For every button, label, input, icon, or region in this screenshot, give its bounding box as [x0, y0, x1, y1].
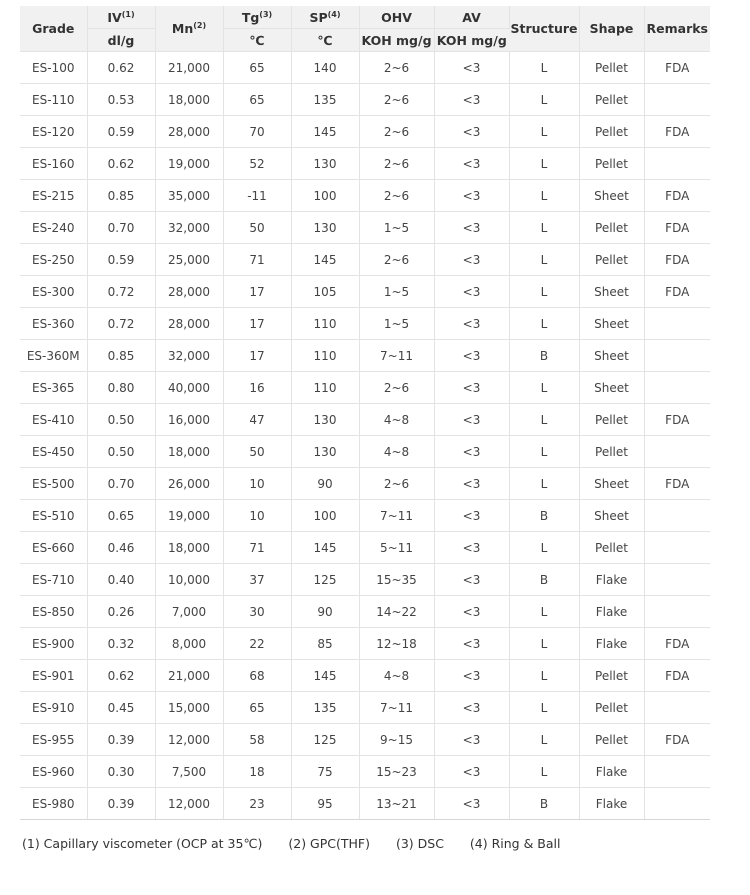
header-mn [155, 6, 223, 52]
cell-grade: ES-450 [20, 436, 87, 468]
table-row [20, 116, 710, 148]
cell-av: <3 [434, 532, 509, 564]
cell-structure: L [509, 756, 579, 788]
cell-mn: 28,000 [155, 308, 223, 340]
cell-ohv: 4~8 [359, 660, 434, 692]
cell-av: <3 [434, 308, 509, 340]
cell-shape: Pellet [579, 532, 644, 564]
cell-iv: 0.62 [87, 660, 155, 692]
cell-sp: 145 [291, 244, 359, 276]
table-row [20, 308, 710, 340]
cell-shape: Pellet [579, 692, 644, 724]
table-row [20, 52, 710, 84]
cell-iv: 0.72 [87, 276, 155, 308]
cell-grade: ES-360M [20, 340, 87, 372]
cell-av: <3 [434, 660, 509, 692]
cell-ohv: 2~6 [359, 148, 434, 180]
header-ohv-unit: KOH mg/g [359, 29, 434, 52]
cell-av: <3 [434, 180, 509, 212]
cell-shape: Pellet [579, 84, 644, 116]
cell-iv: 0.39 [87, 788, 155, 820]
cell-mn: 7,000 [155, 596, 223, 628]
table-row [20, 756, 710, 788]
cell-av: <3 [434, 84, 509, 116]
cell-av: <3 [434, 276, 509, 308]
cell-remarks [644, 436, 710, 468]
cell-sp: 145 [291, 116, 359, 148]
cell-remarks [644, 340, 710, 372]
header-tg-unit: ℃ [223, 29, 291, 52]
cell-tg: 50 [223, 212, 291, 244]
cell-ohv: 1~5 [359, 212, 434, 244]
cell-ohv: 4~8 [359, 404, 434, 436]
header-row-1 [20, 6, 710, 29]
cell-ohv: 9~15 [359, 724, 434, 756]
cell-mn: 12,000 [155, 724, 223, 756]
table-row [20, 500, 710, 532]
cell-shape: Pellet [579, 724, 644, 756]
header-mn-label: Mn [171, 21, 194, 36]
cell-sp: 95 [291, 788, 359, 820]
cell-mn: 15,000 [155, 692, 223, 724]
cell-iv: 0.53 [87, 84, 155, 116]
table-row [20, 244, 710, 276]
cell-iv: 0.65 [87, 500, 155, 532]
cell-iv: 0.50 [87, 436, 155, 468]
table-body [20, 52, 710, 820]
cell-grade: ES-660 [20, 532, 87, 564]
cell-sp: 110 [291, 340, 359, 372]
cell-structure: L [509, 308, 579, 340]
cell-shape: Sheet [579, 308, 644, 340]
cell-shape: Sheet [579, 340, 644, 372]
cell-remarks [644, 692, 710, 724]
cell-mn: 21,000 [155, 52, 223, 84]
cell-shape: Pellet [579, 148, 644, 180]
cell-ohv: 2~6 [359, 84, 434, 116]
cell-tg: 52 [223, 148, 291, 180]
cell-structure: L [509, 660, 579, 692]
cell-remarks: FDA [644, 628, 710, 660]
cell-remarks [644, 788, 710, 820]
cell-shape: Sheet [579, 468, 644, 500]
cell-ohv: 2~6 [359, 244, 434, 276]
table-row [20, 436, 710, 468]
header-structure: Structure [509, 6, 579, 52]
cell-mn: 18,000 [155, 84, 223, 116]
cell-grade: ES-250 [20, 244, 87, 276]
cell-sp: 130 [291, 436, 359, 468]
cell-iv: 0.70 [87, 468, 155, 500]
cell-shape: Flake [579, 756, 644, 788]
cell-structure: L [509, 244, 579, 276]
table-row [20, 692, 710, 724]
cell-av: <3 [434, 468, 509, 500]
cell-structure: L [509, 532, 579, 564]
cell-iv: 0.40 [87, 564, 155, 596]
grade-spec-table [20, 6, 710, 820]
cell-mn: 16,000 [155, 404, 223, 436]
cell-shape: Pellet [579, 436, 644, 468]
cell-tg: 16 [223, 372, 291, 404]
cell-sp: 100 [291, 500, 359, 532]
cell-sp: 140 [291, 52, 359, 84]
footnote-4: (4) Ring & Ball [469, 836, 561, 851]
header-tg [223, 6, 291, 29]
cell-av: <3 [434, 436, 509, 468]
cell-remarks [644, 148, 710, 180]
cell-grade: ES-100 [20, 52, 87, 84]
header-iv [87, 6, 155, 29]
cell-mn: 21,000 [155, 660, 223, 692]
cell-grade: ES-500 [20, 468, 87, 500]
cell-mn: 26,000 [155, 468, 223, 500]
cell-mn: 35,000 [155, 180, 223, 212]
cell-iv: 0.59 [87, 116, 155, 148]
cell-remarks [644, 372, 710, 404]
cell-ohv: 2~6 [359, 52, 434, 84]
cell-tg: 50 [223, 436, 291, 468]
cell-ohv: 13~21 [359, 788, 434, 820]
header-tg-sup: (3) [259, 9, 273, 19]
cell-structure: L [509, 84, 579, 116]
cell-remarks: FDA [644, 724, 710, 756]
cell-ohv: 1~5 [359, 276, 434, 308]
cell-structure: L [509, 180, 579, 212]
table-row [20, 788, 710, 820]
cell-structure: L [509, 276, 579, 308]
cell-sp: 145 [291, 660, 359, 692]
spec-table-container [20, 6, 710, 820]
table-row [20, 372, 710, 404]
cell-tg: 65 [223, 692, 291, 724]
cell-remarks [644, 596, 710, 628]
cell-grade: ES-410 [20, 404, 87, 436]
cell-av: <3 [434, 340, 509, 372]
cell-grade: ES-160 [20, 148, 87, 180]
cell-grade: ES-510 [20, 500, 87, 532]
cell-av: <3 [434, 692, 509, 724]
cell-structure: L [509, 404, 579, 436]
cell-sp: 130 [291, 148, 359, 180]
cell-structure: L [509, 468, 579, 500]
cell-av: <3 [434, 596, 509, 628]
cell-shape: Pellet [579, 404, 644, 436]
cell-av: <3 [434, 500, 509, 532]
header-iv-unit: dl/g [87, 29, 155, 52]
cell-shape: Flake [579, 596, 644, 628]
cell-mn: 19,000 [155, 500, 223, 532]
cell-av: <3 [434, 372, 509, 404]
cell-mn: 8,000 [155, 628, 223, 660]
cell-remarks [644, 500, 710, 532]
cell-iv: 0.59 [87, 244, 155, 276]
header-tg-label: Tg [241, 9, 260, 25]
cell-shape: Pellet [579, 52, 644, 84]
cell-av: <3 [434, 788, 509, 820]
cell-ohv: 14~22 [359, 596, 434, 628]
cell-remarks [644, 532, 710, 564]
header-grade: Grade [20, 6, 87, 52]
cell-sp: 145 [291, 532, 359, 564]
cell-tg: 17 [223, 340, 291, 372]
table-row [20, 340, 710, 372]
cell-sp: 130 [291, 404, 359, 436]
cell-sp: 130 [291, 212, 359, 244]
header-sp-label: SP [309, 9, 328, 25]
cell-ohv: 2~6 [359, 468, 434, 500]
cell-av: <3 [434, 52, 509, 84]
cell-remarks: FDA [644, 276, 710, 308]
cell-tg: 23 [223, 788, 291, 820]
cell-mn: 12,000 [155, 788, 223, 820]
cell-tg: 65 [223, 84, 291, 116]
table-row [20, 660, 710, 692]
cell-mn: 32,000 [155, 340, 223, 372]
cell-sp: 110 [291, 372, 359, 404]
cell-sp: 110 [291, 308, 359, 340]
cell-iv: 0.30 [87, 756, 155, 788]
cell-sp: 75 [291, 756, 359, 788]
cell-tg: 65 [223, 52, 291, 84]
cell-structure: L [509, 52, 579, 84]
cell-sp: 135 [291, 692, 359, 724]
cell-structure: B [509, 788, 579, 820]
cell-iv: 0.32 [87, 628, 155, 660]
cell-sp: 85 [291, 628, 359, 660]
cell-structure: L [509, 116, 579, 148]
cell-grade: ES-300 [20, 276, 87, 308]
cell-av: <3 [434, 212, 509, 244]
cell-shape: Flake [579, 788, 644, 820]
cell-mn: 28,000 [155, 116, 223, 148]
cell-sp: 125 [291, 564, 359, 596]
cell-mn: 7,500 [155, 756, 223, 788]
cell-ohv: 7~11 [359, 340, 434, 372]
cell-ohv: 2~6 [359, 372, 434, 404]
cell-tg: 68 [223, 660, 291, 692]
cell-iv: 0.39 [87, 724, 155, 756]
cell-av: <3 [434, 724, 509, 756]
header-av-unit: KOH mg/g [434, 29, 509, 52]
cell-iv: 0.85 [87, 340, 155, 372]
table-row [20, 84, 710, 116]
cell-remarks: FDA [644, 180, 710, 212]
cell-remarks [644, 564, 710, 596]
cell-structure: L [509, 372, 579, 404]
cell-grade: ES-901 [20, 660, 87, 692]
cell-sp: 135 [291, 84, 359, 116]
cell-av: <3 [434, 564, 509, 596]
cell-tg: 30 [223, 596, 291, 628]
cell-iv: 0.72 [87, 308, 155, 340]
cell-tg: 10 [223, 500, 291, 532]
cell-mn: 10,000 [155, 564, 223, 596]
cell-structure: L [509, 148, 579, 180]
cell-tg: 70 [223, 116, 291, 148]
header-remarks: Remarks [644, 6, 710, 52]
cell-iv: 0.50 [87, 404, 155, 436]
cell-grade: ES-980 [20, 788, 87, 820]
cell-sp: 90 [291, 596, 359, 628]
header-sp-sup: (4) [327, 9, 341, 19]
cell-structure: B [509, 564, 579, 596]
cell-tg: 22 [223, 628, 291, 660]
cell-structure: L [509, 596, 579, 628]
cell-mn: 18,000 [155, 532, 223, 564]
cell-sp: 100 [291, 180, 359, 212]
cell-iv: 0.70 [87, 212, 155, 244]
cell-av: <3 [434, 148, 509, 180]
cell-remarks: FDA [644, 468, 710, 500]
cell-mn: 28,000 [155, 276, 223, 308]
cell-ohv: 7~11 [359, 500, 434, 532]
cell-ohv: 15~35 [359, 564, 434, 596]
cell-shape: Flake [579, 564, 644, 596]
cell-grade: ES-215 [20, 180, 87, 212]
table-row [20, 564, 710, 596]
cell-mn: 25,000 [155, 244, 223, 276]
cell-shape: Pellet [579, 212, 644, 244]
cell-structure: L [509, 724, 579, 756]
cell-tg: 17 [223, 308, 291, 340]
cell-sp: 125 [291, 724, 359, 756]
cell-ohv: 5~11 [359, 532, 434, 564]
table-header [20, 6, 710, 52]
header-mn-sup: (2) [193, 21, 207, 30]
footnote-3: (3) DSC [395, 836, 444, 851]
cell-grade: ES-710 [20, 564, 87, 596]
cell-iv: 0.26 [87, 596, 155, 628]
cell-ohv: 1~5 [359, 308, 434, 340]
cell-shape: Pellet [579, 660, 644, 692]
cell-shape: Sheet [579, 180, 644, 212]
table-row [20, 212, 710, 244]
table-row [20, 596, 710, 628]
footnote-2: (2) GPC(THF) [288, 836, 370, 851]
table-row [20, 276, 710, 308]
cell-grade: ES-900 [20, 628, 87, 660]
cell-grade: ES-365 [20, 372, 87, 404]
cell-structure: L [509, 628, 579, 660]
cell-grade: ES-110 [20, 84, 87, 116]
cell-grade: ES-910 [20, 692, 87, 724]
cell-sp: 90 [291, 468, 359, 500]
cell-structure: B [509, 500, 579, 532]
cell-tg: 37 [223, 564, 291, 596]
cell-tg: 71 [223, 244, 291, 276]
cell-shape: Sheet [579, 372, 644, 404]
cell-shape: Flake [579, 628, 644, 660]
cell-tg: 58 [223, 724, 291, 756]
cell-remarks: FDA [644, 244, 710, 276]
header-iv-label: IV [107, 9, 122, 25]
cell-iv: 0.62 [87, 148, 155, 180]
cell-tg: 17 [223, 276, 291, 308]
cell-shape: Sheet [579, 500, 644, 532]
table-row [20, 724, 710, 756]
cell-remarks: FDA [644, 212, 710, 244]
cell-remarks: FDA [644, 660, 710, 692]
cell-av: <3 [434, 628, 509, 660]
cell-remarks: FDA [644, 52, 710, 84]
cell-iv: 0.46 [87, 532, 155, 564]
cell-mn: 18,000 [155, 436, 223, 468]
table-row [20, 468, 710, 500]
cell-structure: B [509, 340, 579, 372]
cell-mn: 32,000 [155, 212, 223, 244]
cell-shape: Pellet [579, 116, 644, 148]
cell-ohv: 7~11 [359, 692, 434, 724]
header-av: AV [434, 6, 509, 29]
cell-structure: L [509, 212, 579, 244]
cell-tg: 18 [223, 756, 291, 788]
cell-structure: L [509, 436, 579, 468]
table-row [20, 404, 710, 436]
cell-shape: Pellet [579, 244, 644, 276]
table-row [20, 628, 710, 660]
cell-remarks: FDA [644, 404, 710, 436]
cell-iv: 0.85 [87, 180, 155, 212]
table-row [20, 180, 710, 212]
cell-iv: 0.80 [87, 372, 155, 404]
header-shape: Shape [579, 6, 644, 52]
cell-iv: 0.62 [87, 52, 155, 84]
cell-grade: ES-120 [20, 116, 87, 148]
header-sp-unit: ℃ [291, 29, 359, 52]
cell-grade: ES-960 [20, 756, 87, 788]
cell-ohv: 12~18 [359, 628, 434, 660]
cell-tg: -11 [223, 180, 291, 212]
cell-iv: 0.45 [87, 692, 155, 724]
cell-tg: 10 [223, 468, 291, 500]
cell-av: <3 [434, 244, 509, 276]
cell-ohv: 15~23 [359, 756, 434, 788]
cell-structure: L [509, 692, 579, 724]
cell-sp: 105 [291, 276, 359, 308]
cell-grade: ES-955 [20, 724, 87, 756]
footnotes [22, 836, 583, 851]
cell-tg: 71 [223, 532, 291, 564]
cell-ohv: 4~8 [359, 436, 434, 468]
cell-remarks [644, 308, 710, 340]
footnote-1: (1) Capillary viscometer (OCP at 35℃) [22, 836, 263, 851]
cell-grade: ES-850 [20, 596, 87, 628]
cell-mn: 40,000 [155, 372, 223, 404]
cell-grade: ES-240 [20, 212, 87, 244]
cell-grade: ES-360 [20, 308, 87, 340]
cell-av: <3 [434, 756, 509, 788]
header-ohv: OHV [359, 6, 434, 29]
cell-remarks: FDA [644, 116, 710, 148]
cell-tg: 47 [223, 404, 291, 436]
cell-shape: Sheet [579, 276, 644, 308]
cell-remarks [644, 756, 710, 788]
cell-ohv: 2~6 [359, 180, 434, 212]
cell-mn: 19,000 [155, 148, 223, 180]
cell-ohv: 2~6 [359, 116, 434, 148]
table-row [20, 148, 710, 180]
cell-remarks [644, 84, 710, 116]
cell-av: <3 [434, 116, 509, 148]
table-row [20, 532, 710, 564]
header-iv-sup: (1) [121, 9, 135, 19]
cell-av: <3 [434, 404, 509, 436]
header-sp [291, 6, 359, 29]
